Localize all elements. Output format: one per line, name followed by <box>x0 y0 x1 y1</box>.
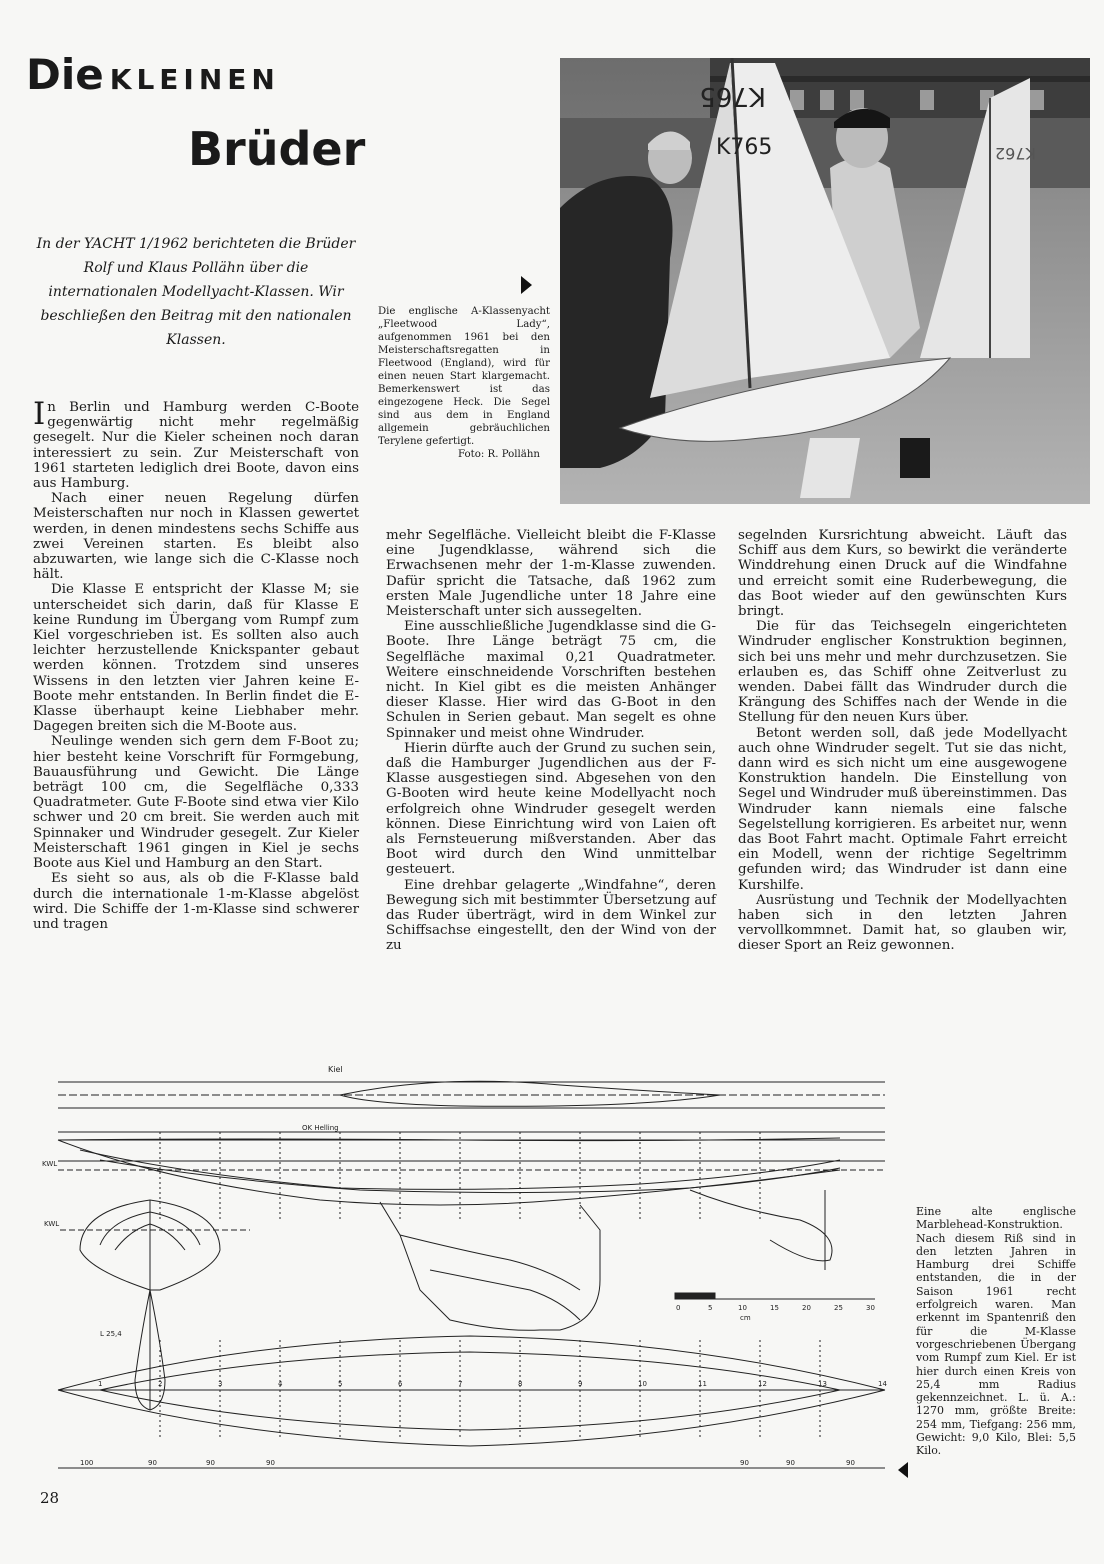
photo-caption-text: Die englische A-Klassenyacht „Fleetwood Lady“, aufgenommen 1961 bei den Meisterschaftsregatten in Fleetwood (England), wird für einen neuen Start klargemacht. Bemerkenswert ist das eingezogene Heck. Die Segel sind aus dem in England allgemein gebräuchlichen Terylene gefertigt. <box>378 306 550 447</box>
paragraph: Nach einer neuen Regelung dürfen Meisterschaften nur noch in Klassen gewertet werden, in denen mindestens sechs Schiffe aus zwei Vereinen starten. Es bleibt also abzuwarten, wie lange sich die C-Klasse noch hält. <box>33 491 359 583</box>
photo-image <box>560 58 1090 504</box>
station-label: 6 <box>398 1380 403 1388</box>
dimension-label: 90 <box>786 1459 795 1467</box>
lines-plan <box>40 1060 902 1488</box>
paragraph: Betont werden soll, daß jede Modellyacht auch ohne Windruder segelt. Tut sie das nicht, dann wird es sich nicht um eine ausgewogene Konstruktion handeln. Die Einstellung von Segel und Windruder muß übereinstimmen. Das Windruder kann niemals eine falsche Segelstellung korrigieren. Es arbeitet nur, wenn das Boot Fahrt macht. Optimale Fahrt erreicht ein Modell, wenn der richtige Segeltrimm gefunden wird; das Windruder ist dann eine Kurshilfe. <box>738 725 1067 893</box>
station-label: 10 <box>638 1380 647 1388</box>
paragraph: Neulinge wenden sich gern dem F-Boot zu; hier besteht keine Vorschrift für Formgebung, Bauausführung und Gewicht. Die Länge beträgt 100 cm, die Segelfläche 0,333 Quadratmeter. Gute F-Boote sind etwa vier Kilo schwer und 20 cm breit. Sie werden auch mit Spinnaker und Windruder gesegelt. Zur Kieler Meisterschaft 1961 gingen in Kiel je sechs Boote aus Kiel und Hamburg an den Start. <box>33 734 359 872</box>
column-3 <box>738 528 1067 954</box>
station-label: 11 <box>698 1380 707 1388</box>
label-kwl: KWL <box>42 1160 58 1168</box>
photo-caption <box>378 305 550 461</box>
station-label: 2 <box>158 1380 163 1388</box>
scale-tick: 20 <box>802 1304 811 1312</box>
station-label: 13 <box>818 1380 827 1388</box>
title-die: Die <box>26 50 104 99</box>
column-2 <box>386 528 716 954</box>
scale-tick: 25 <box>834 1304 843 1312</box>
page-number: 28 <box>40 1489 60 1507</box>
station-label: 3 <box>218 1380 223 1388</box>
scale-tick: 10 <box>738 1304 747 1312</box>
photo-fleetwood-lady <box>560 58 1090 504</box>
title-line1 <box>26 50 280 99</box>
column-1 <box>33 396 359 932</box>
dimension-label: 90 <box>740 1459 749 1467</box>
paragraph: Hierin dürfte auch der Grund zu suchen sein, daß die Hamburger Jugendlichen aus der F-Klasse ausgestiegen sind. Abgesehen von den G-Booten wird heute keine Modellyacht noch erfolgreich ohne Windruder gesegelt werden können. Diese Einrichtung wird von Laien oft als Fernsteuerung mißverstanden. Aber das Boot wird durch den Wind unmittelbar gesteuert. <box>386 740 716 878</box>
paragraph: Ausrüstung und Technik der Modellyachten haben sich in den letzten Jahren vervollkommnet. Damit hat, so glauben wir, dieser Sport an Reiz gewonnen. <box>738 892 1067 954</box>
station-label: 12 <box>758 1380 767 1388</box>
station-label: 7 <box>458 1380 463 1388</box>
sail-number-other: K762 <box>994 144 1036 163</box>
dropcap: I <box>33 396 46 432</box>
lead-paragraph: In der YACHT 1/1962 berichteten die Brüder Rolf und Klaus Pollähn über die internationalen Modellyacht-Klassen. Wir beschließen den Beitrag mit den nationalen Klassen. <box>36 236 356 348</box>
label-radius: L 25,4 <box>100 1330 122 1338</box>
scale-tick: 5 <box>708 1304 713 1312</box>
paragraph: Es sieht so aus, als ob die F-Klasse bald durch die internationale 1-m-Klasse abgelöst wird. Die Schiffe der 1-m-Klasse sind schwerer und tragen <box>33 871 359 932</box>
sail-number-mirror: K765 <box>699 81 766 111</box>
station-label: 4 <box>278 1380 283 1388</box>
station-label: 1 <box>98 1380 103 1388</box>
label-kwl-2: KWL <box>44 1220 60 1228</box>
arrow-right-icon <box>521 276 532 294</box>
drawing-caption: Eine alte englische Marblehead-Konstruktion. Nach diesem Riß sind in den letzten Jahren in Hamburg drei Schiffe entstanden, die in der Saison 1961 recht erfolgreich waren. Man erkennt im Spantenriß den für die M-Klasse vorgeschriebenen Übergang vom Rumpf zum Kiel. Er ist hier durch einen Kreis von 25,4 mm Radius gekennzeichnet. L. ü. A.: 1270 mm, größte Breite: 254 mm, Tiefgang: 256 mm, Gewicht: 9,0 Kilo, Blei: 5,5 Kilo. <box>916 1205 1076 1458</box>
paragraph <box>33 396 359 492</box>
paragraph: Die für das Teichsegeln eingerichteten Windruder englischer Konstruktion beginnen, sich bei uns mehr und mehr durchzusetzen. Sie erlauben es, das Schiff ohne Zeitverlust zu wenden. Dabei fällt das Windruder durch die Krängung des Schiffes nach der Wende in die Stellung für den neuen Kurs über. <box>738 619 1067 726</box>
sail-number-main: K765 <box>716 135 773 160</box>
scale-tick: 15 <box>770 1304 779 1312</box>
station-label: 8 <box>518 1380 523 1388</box>
station-label: 14 <box>878 1380 887 1388</box>
scale-unit: cm <box>740 1314 751 1322</box>
photo-credit: Foto: R. Pollähn <box>458 449 540 460</box>
paragraph: mehr Segelfläche. Vielleicht bleibt die F-Klasse eine Jugendklasse, während sich die Erwachsenen mehr der 1-m-Klasse zuwenden. Dafür spricht die Tatsache, daß 1962 zum ersten Male Jugendliche unter 18 Jahre eine Meisterschaft unter sich aussegelten. <box>386 528 716 620</box>
dimension-label: 100 <box>80 1459 94 1467</box>
paragraph: Die Klasse E entspricht der Klasse M; sie unterscheidet sich darin, daß für Klasse E keine Rundung im Übergang vom Rumpf zum Kiel vorgeschrieben ist. Es sollten also auch leichter herzustellende Knickspanter gebaut werden können. Trotzdem sind unseres Wissens in den letzten vier Jahren keine E-Boote mehr entstanden. In Berlin findet die E-Klasse überhaupt keine Liebhaber mehr. Dagegen breiten sich die M-Boote aus. <box>33 582 359 735</box>
label-helling: OK Helling <box>302 1124 339 1132</box>
hull-lines-drawing <box>40 1060 902 1488</box>
label-kiel: Kiel <box>328 1065 343 1074</box>
title-kleinen: KLEINEN <box>109 63 280 96</box>
paragraph-text: n Berlin und Hamburg werden C-Boote gegenwärtig nicht mehr regelmäßig gesegelt. Nur die Kieler scheinen noch daran interessiert zu sein. Zur Meisterschaft von 1961 starteten lediglich drei Boote, davon eins aus Hamburg. <box>33 400 359 492</box>
paragraph: Eine drehbar gelagerte „Windfahne“, deren Bewegung sich mit bestimmter Übersetzung auf das Ruder überträgt, wird in dem Winkel zur Schiffsachse eingestellt, den der Wind von der zu <box>386 877 716 954</box>
dimension-label: 90 <box>206 1459 215 1467</box>
paragraph: Eine ausschließliche Jugendklasse sind die G-Boote. Ihre Länge beträgt 75 cm, die Segelfläche maximal 0,21 Quadratmeter. Weitere einschneidende Vorschriften bestehen nicht. In Kiel gibt es die meisten Anhänger dieser Klasse. Hier wird das G-Boot in den Schulen in Serien gebaut. Man segelt es ohne Spinnaker und meist ohne Windruder. <box>386 619 716 741</box>
dimension-label: 90 <box>846 1459 855 1467</box>
arrow-left-icon <box>898 1462 908 1478</box>
station-label: 5 <box>338 1380 343 1388</box>
scale-tick: 0 <box>676 1304 681 1312</box>
scale-tick: 30 <box>866 1304 875 1312</box>
title-bruder: Brüder <box>188 122 366 176</box>
dimension-label: 90 <box>266 1459 275 1467</box>
station-label: 9 <box>578 1380 583 1388</box>
paragraph: segelnden Kursrichtung abweicht. Läuft das Schiff aus dem Kurs, so bewirkt die veränderte Winddrehung einen Druck auf die Windfahne und erreicht somit eine Ruderbewegung, die das Boot wieder auf den gewünschten Kurs bringt. <box>738 528 1067 620</box>
dimension-label: 90 <box>148 1459 157 1467</box>
